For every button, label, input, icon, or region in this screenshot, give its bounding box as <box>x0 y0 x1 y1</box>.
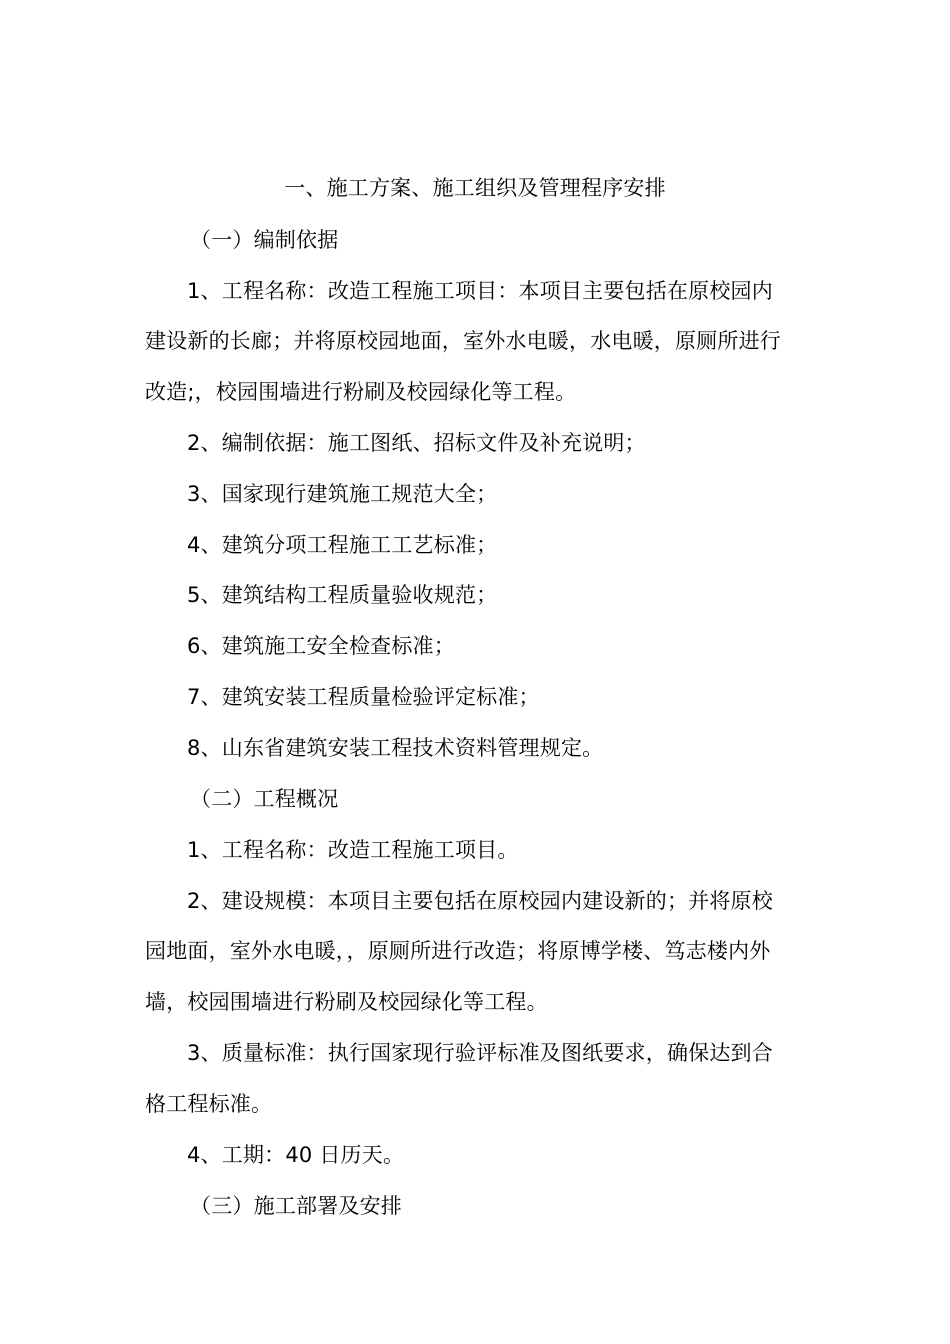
list-item: 1、工程名称：改造工程施工项目。 <box>187 838 519 862</box>
list-item: 7、建筑安装工程质量检验评定标准； <box>187 685 540 709</box>
paragraph-line: 墙，校园围墙进行粉刷及校园绿化等工程。 <box>145 990 548 1014</box>
list-item: 8、山东省建筑安装工程技术资料管理规定。 <box>187 736 604 760</box>
paragraph-line: 2、建设规模：本项目主要包括在原校园内建设新的；并将原校 <box>187 889 773 913</box>
paragraph-line: 1、工程名称：改造工程施工项目：本项目主要包括在原校园内 <box>187 279 773 303</box>
list-item: 5、建筑结构工程质量验收规范； <box>187 583 498 607</box>
paragraph-line: 改造;，校园围墙进行粉刷及校园绿化等工程。 <box>145 380 577 404</box>
section-heading-overview: （二）工程概况 <box>190 787 339 811</box>
paragraph-line: 建设新的长廊；并将原校园地面，室外水电暖，水电暖，原厕所进行 <box>145 329 781 353</box>
list-item: 6、建筑施工安全检查标准； <box>187 634 455 658</box>
list-item: 3、国家现行建筑施工规范大全； <box>187 482 498 506</box>
paragraph-line: 格工程标准。 <box>145 1092 273 1116</box>
section-heading-basis: （一）编制依据 <box>190 228 339 252</box>
document-title: 一、施工方案、施工组织及管理程序安排 <box>284 176 666 200</box>
list-item: 2、编制依据：施工图纸、招标文件及补充说明； <box>187 431 646 455</box>
list-item: 4、工期：40 日历天。 <box>187 1143 405 1167</box>
section-heading-deployment: （三）施工部署及安排 <box>190 1194 402 1218</box>
list-item: 4、建筑分项工程施工工艺标准； <box>187 533 498 557</box>
paragraph-line: 3、质量标准：执行国家现行验评标准及图纸要求，确保达到合 <box>187 1041 773 1065</box>
paragraph-line: 园地面，室外水电暖，，原厕所进行改造；将原博学楼、笃志楼内外 <box>145 939 771 963</box>
